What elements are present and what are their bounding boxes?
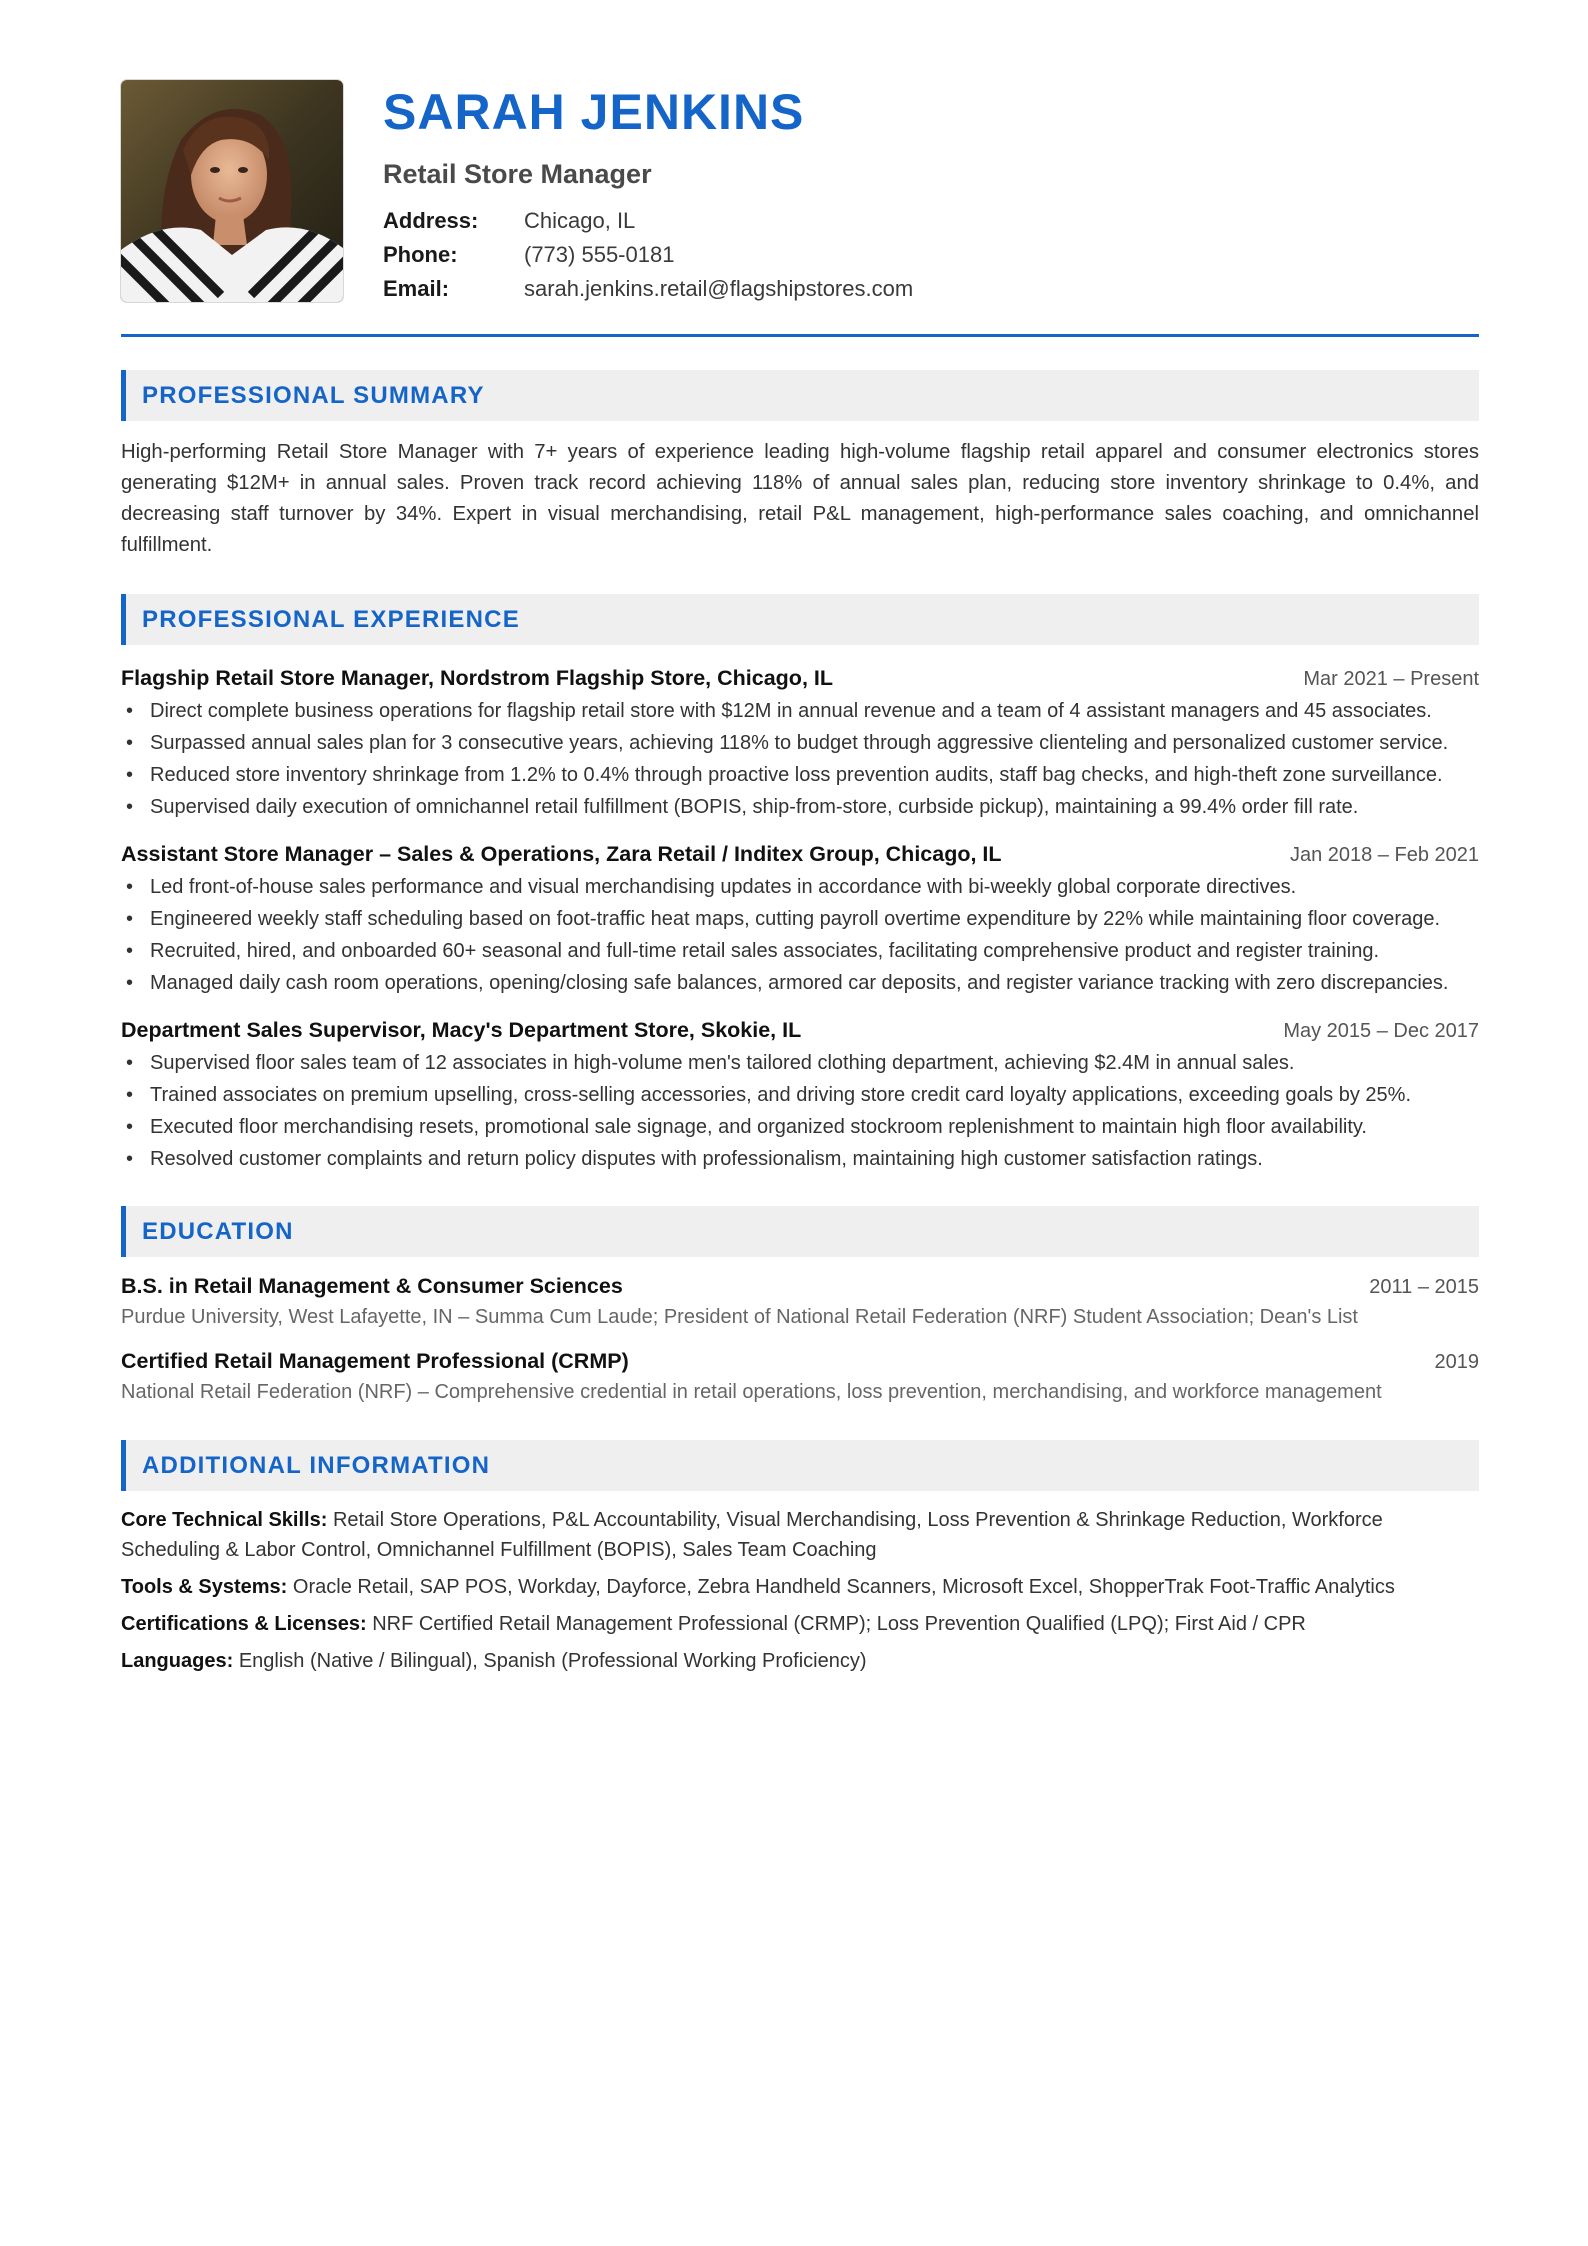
portrait-photo-icon [121, 80, 343, 302]
education-header [121, 1271, 1479, 1302]
job-bullet: • Supervised floor sales team of 12 associates in high-volume men's tailored clothing department, achieving $2.4M in annual sales. [150, 1049, 1479, 1077]
education-detail: Purdue University, West Lafayette, IN – Summa Cum Laude; President of National Retail Federation (NRF) Student Association; Dean's List [121, 1306, 1358, 1328]
job-bullet: • Managed daily cash room operations, opening/closing safe balances, armored car deposits, and register variance tracking with zero discrepancies. [150, 969, 1479, 997]
job-title: Flagship Retail Store Manager, Nordstrom Flagship Store, Chicago, IL [121, 666, 833, 690]
info-value: Retail Store Operations, P&L Accountability, Visual Merchandising, Loss Prevention & Shrinkage Reduction, Workforce Scheduling & Labor Control, Omnichannel Fulfillment (BOPIS), Sales Team Coaching [121, 1509, 1383, 1561]
section-accent-bar [121, 594, 126, 645]
info-row-skills [121, 1505, 1479, 1565]
job-entry [121, 839, 1479, 997]
education-entry [121, 1271, 1479, 1332]
job-header [121, 663, 1479, 694]
job-bullet: • Recruited, hired, and onboarded 60+ seasonal and full-time retail sales associates, facilitating comprehensive product and register training. [150, 937, 1479, 965]
header-divider [121, 334, 1479, 337]
education-header [121, 1346, 1479, 1377]
contact-email-row [383, 272, 1479, 306]
job-bullet: • Engineered weekly staff scheduling based on foot-traffic heat maps, cutting payroll overtime expenditure by 22% while maintaining floor coverage. [150, 905, 1479, 933]
section-accent-bar [121, 1440, 126, 1491]
contact-block [383, 204, 1479, 306]
section-title: PROFESSIONAL SUMMARY [142, 382, 485, 409]
job-dates: Mar 2021 – Present [1303, 668, 1479, 690]
education-detail: National Retail Federation (NRF) – Comprehensive credential in retail operations, loss prevention, merchandising, and workforce management [121, 1381, 1382, 1403]
info-row-languages [121, 1646, 1479, 1676]
profile-photo [121, 80, 343, 302]
section-title: PROFESSIONAL EXPERIENCE [142, 606, 520, 633]
email-label: Email: [383, 276, 450, 301]
candidate-name: SARAH JENKINS [383, 84, 805, 140]
contact-phone-row [383, 238, 1479, 272]
education-degree: Certified Retail Management Professional (CRMP) [121, 1349, 629, 1373]
info-label: Tools & Systems: [121, 1576, 288, 1598]
info-label: Certifications & Licenses: [121, 1613, 367, 1635]
info-value: Oracle Retail, SAP POS, Workday, Dayforce, Zebra Handheld Scanners, Microsoft Excel, ShopperTrak Foot-Traffic Analytics [292, 1576, 1395, 1598]
address-label: Address: [383, 208, 479, 233]
resume-content [121, 80, 1479, 1683]
job-dates: May 2015 – Dec 2017 [1283, 1020, 1479, 1042]
job-bullet: • Executed floor merchandising resets, promotional sale signage, and organized stockroom replenishment to maintain high floor availability. [150, 1113, 1479, 1141]
education-years: 2019 [1434, 1351, 1479, 1373]
section-header-summary [121, 370, 1479, 421]
job-bullet: • Resolved customer complaints and return policy disputes with professionalism, maintaining high customer satisfaction ratings. [150, 1145, 1479, 1173]
info-row-certifications [121, 1609, 1479, 1639]
address-value: Chicago, IL [524, 208, 636, 233]
job-title: Department Sales Supervisor, Macy's Department Store, Skokie, IL [121, 1018, 802, 1042]
job-header [121, 839, 1479, 870]
summary-text: High-performing Retail Store Manager with 7+ years of experience leading high-volume flagship retail apparel and consumer electronics stores generating $12M+ in annual sales. Proven track record achieving 118% of annual sales plan, reducing store inventory shrinkage to 0.4%, and decreasing staff turnover by 34%. Expert in visual merchandising, retail P&L management, high-performance sales coaching, and omnichannel fulfillment. [121, 441, 1479, 556]
section-title: ADDITIONAL INFORMATION [142, 1452, 491, 1479]
job-title: Assistant Store Manager – Sales & Operations, Zara Retail / Inditex Group, Chicago, IL [121, 842, 1002, 866]
job-bullets [121, 1049, 1479, 1173]
job-bullet: • Trained associates on premium upselling, cross-selling accessories, and driving store credit card loyalty applications, exceeding goals by 25%. [150, 1081, 1479, 1109]
education-degree: B.S. in Retail Management & Consumer Sciences [121, 1274, 623, 1298]
section-header-additional [121, 1440, 1479, 1491]
email-value[interactable]: sarah.jenkins.retail@flagshipstores.com [524, 276, 914, 301]
section-header-education [121, 1206, 1479, 1257]
candidate-title: Retail Store Manager [383, 159, 652, 189]
header-text [383, 80, 1479, 306]
education-entry [121, 1346, 1479, 1407]
job-header [121, 1015, 1479, 1046]
info-value: NRF Certified Retail Management Professional (CRMP); Loss Prevention Qualified (LPQ); First Aid / CPR [372, 1613, 1306, 1635]
education-years: 2011 – 2015 [1369, 1276, 1479, 1298]
job-bullets [121, 697, 1479, 821]
phone-value: (773) 555-0181 [524, 242, 675, 267]
job-entry [121, 1015, 1479, 1173]
phone-label: Phone: [383, 242, 458, 267]
info-label: Languages: [121, 1650, 234, 1672]
job-bullet: • Reduced store inventory shrinkage from 1.2% to 0.4% through proactive loss prevention audits, staff bag checks, and high-theft zone surveillance. [150, 761, 1479, 789]
job-dates: Jan 2018 – Feb 2021 [1289, 844, 1479, 866]
resume-header [121, 80, 1479, 302]
section-accent-bar [121, 370, 126, 421]
section-title: EDUCATION [142, 1218, 294, 1245]
job-bullet: • Led front-of-house sales performance and visual merchandising updates in accordance with bi-weekly global corporate directives. [150, 873, 1479, 901]
contact-address-row [383, 204, 1479, 238]
info-label: Core Technical Skills: [121, 1509, 328, 1531]
job-bullets [121, 873, 1479, 997]
job-bullet: • Direct complete business operations for flagship retail store with $12M in annual revenue and a team of 4 assistant managers and 45 associates. [150, 697, 1479, 725]
info-row-tools [121, 1572, 1479, 1602]
job-entry [121, 663, 1479, 821]
additional-info-list [121, 1505, 1479, 1676]
section-accent-bar [121, 1206, 126, 1257]
job-bullet: • Supervised daily execution of omnichannel retail fulfillment (BOPIS, ship-from-store, curbside pickup), maintaining a 99.4% order fill rate. [150, 793, 1479, 821]
job-bullet: • Surpassed annual sales plan for 3 consecutive years, achieving 118% to budget through aggressive clienteling and personalized customer service. [150, 729, 1479, 757]
info-value: English (Native / Bilingual), Spanish (Professional Working Proficiency) [238, 1650, 867, 1672]
section-header-experience [121, 594, 1479, 645]
